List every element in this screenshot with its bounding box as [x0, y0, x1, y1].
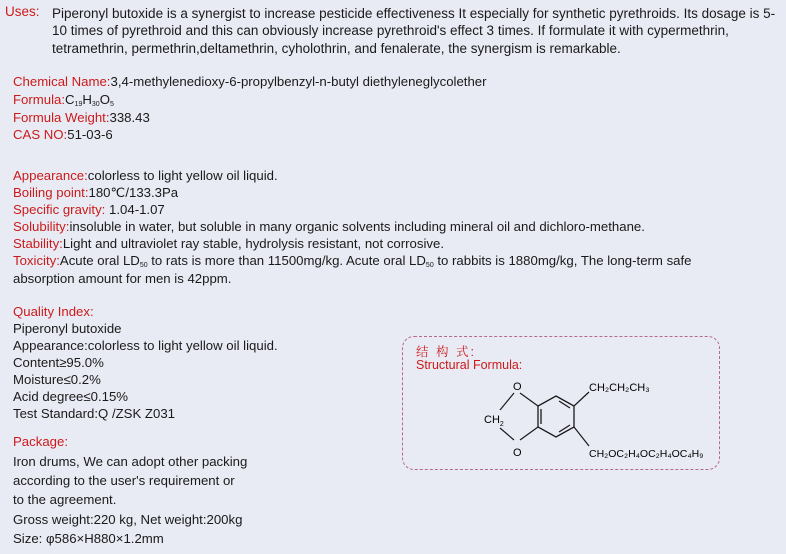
structural-formula-diagram [470, 372, 710, 464]
dioxole-bonds [500, 393, 538, 440]
formula-c: C [65, 92, 75, 107]
benzene-ring [538, 396, 574, 437]
uses-label: Uses: [5, 4, 40, 19]
quality-label: Quality Index: [13, 304, 94, 319]
solubility-label: Solubility: [13, 219, 70, 234]
gravity-value: 1.04-1.07 [105, 202, 165, 217]
substituent-bonds [574, 392, 589, 446]
chemical-name-row [13, 74, 487, 90]
stability-row [13, 236, 444, 252]
cas-value: 51-03-6 [67, 127, 113, 142]
uses-text: Piperonyl butoxide is a synergist to increase pesticide effectiveness It especially for synthetic pyrethroids. Its dosage is 5-10 times of pyrethroid and this can obviously increase pyrethroid's effect 3 times. If formulate it with cypermethrin, tetramethrin, permethrin,deltamethrin, cyholothrin, and fenalerate, the synergism is remarkable. [52, 6, 776, 56]
toxicity-text-2: to rats is more than 11500mg/kg. Acute oral LD [147, 253, 426, 268]
solubility-row [13, 219, 645, 235]
solubility-value: insoluble in water, but soluble in many organic solvents including mineral oil and dichloro-methane. [69, 219, 645, 234]
ld-subscript-rats: 50 [139, 262, 148, 269]
toxicity-text-1: Acute oral LD [59, 253, 140, 268]
formula-label: Formula: [13, 92, 66, 107]
quality-appearance: Appearance:colorless to light yellow oil liquid. [13, 338, 278, 353]
quality-standard: Test Standard:Q /ZSK Z031 [13, 406, 175, 421]
package-line-3: to the agreement. [13, 492, 117, 507]
toxicity-text-3: to rabbits is 1880mg/kg, The long-term safe [433, 253, 692, 268]
oxygen-top: O [513, 381, 522, 393]
toxicity-row-2: absorption amount for men is 42ppm. [13, 271, 232, 286]
weight-label: Formula Weight: [13, 110, 110, 125]
package-line-2: according to the user's requirement or [13, 473, 235, 488]
formula-o: O [99, 92, 110, 107]
boiling-label: Boiling point: [13, 185, 89, 200]
appearance-row [13, 168, 278, 184]
weight-value: 338.43 [109, 110, 150, 125]
stability-value: Light and ultraviolet ray stable, hydrolysis resistant, not corrosive. [62, 236, 444, 251]
structural-formula-title-en: Structural Formula: [416, 358, 523, 372]
methylene-subscript: 2 [499, 421, 504, 428]
formula-h-count: 30 [91, 101, 100, 108]
stability-label: Stability: [13, 236, 63, 251]
cas-row [13, 127, 113, 143]
chemical-name-value: 3,4-methylenedioxy-6-propylbenzyl-n-butyl diethyleneglycolether [110, 74, 487, 89]
methylene-ch: CH [484, 414, 500, 426]
boiling-value: 180℃/133.3Pa [88, 185, 179, 200]
quality-acid: Acid degree≤0.15% [13, 389, 129, 404]
package-label: Package: [13, 434, 68, 449]
weight-row [13, 110, 150, 126]
gravity-label: Specific gravity: [13, 202, 106, 217]
toxicity-label: Toxicity: [13, 253, 60, 268]
structural-formula-title-cn: 结 构 式: [416, 345, 476, 359]
cas-label: CAS NO: [13, 127, 68, 142]
package-weight: Gross weight:220 kg, Net weight:200kg [13, 512, 243, 527]
oxygen-bottom: O [513, 447, 522, 459]
formula-c-count: 19 [74, 101, 83, 108]
quality-content: Content≥95.0% [13, 355, 104, 370]
quality-name: Piperonyl butoxide [13, 321, 122, 336]
quality-moisture: Moisture≤0.2% [13, 372, 101, 387]
package-line-1: Iron drums, We can adopt other packing [13, 454, 248, 469]
ld-subscript-rabbits: 50 [425, 262, 434, 269]
gravity-row [13, 202, 165, 218]
formula-o-count: 5 [109, 101, 114, 108]
appearance-value: colorless to light yellow oil liquid. [87, 168, 278, 183]
propyl-group: CH₂CH₂CH₃ [589, 382, 650, 394]
ether-chain: CH₂OC₂H₄OC₂H₄OC₄H₉ [589, 448, 704, 460]
appearance-label: Appearance: [13, 168, 88, 183]
methylene-group [484, 414, 504, 428]
package-size: Size: φ586×H880×1.2mm [13, 531, 164, 546]
boiling-row [13, 185, 178, 201]
chemical-name-label: Chemical Name: [13, 74, 111, 89]
formula-h: H [82, 92, 92, 107]
